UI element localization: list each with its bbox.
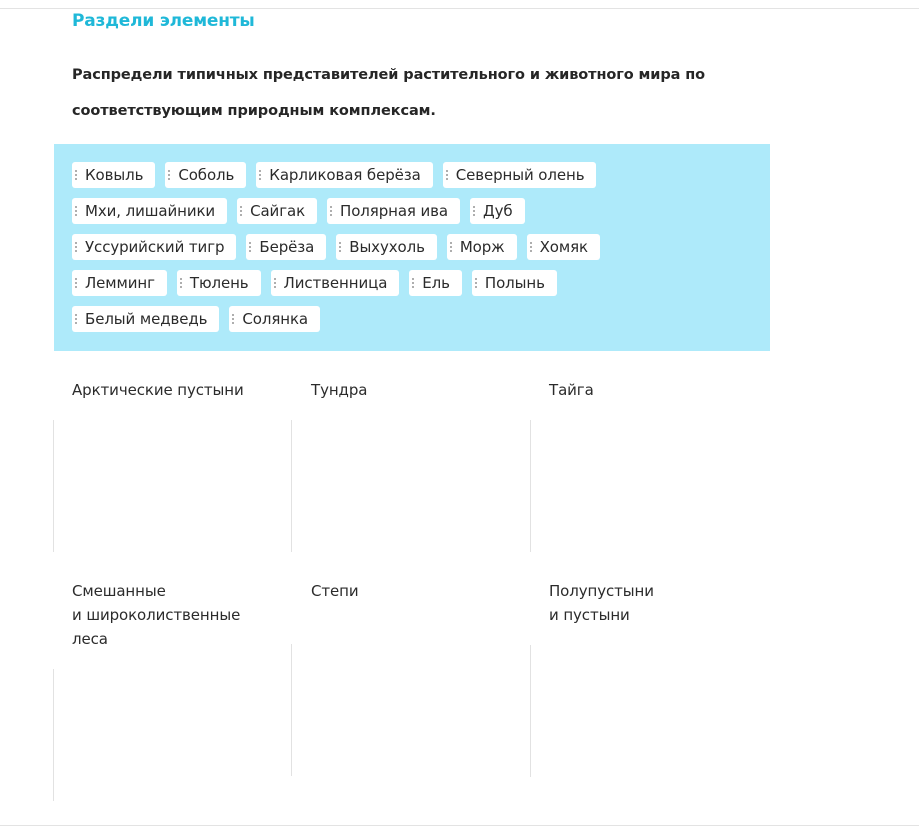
- drag-handle-icon: [450, 241, 452, 253]
- draggable-chip[interactable]: [470, 198, 525, 224]
- draggable-chip[interactable]: [72, 270, 167, 296]
- chip-label: Берёза: [259, 238, 315, 256]
- draggable-chip[interactable]: [237, 198, 317, 224]
- drag-handle-icon: [530, 241, 532, 253]
- bottom-divider: [0, 825, 919, 826]
- drag-handle-icon: [168, 169, 170, 181]
- task-instruction-line-1: Распредели типичных представителей растительного и животного мира по: [72, 67, 706, 83]
- category-label-steppes: Степи: [311, 582, 359, 600]
- draggable-chip[interactable]: [336, 234, 437, 260]
- task-title: Раздели элементы: [72, 11, 255, 31]
- draggable-chip[interactable]: [271, 270, 400, 296]
- drag-handle-icon: [240, 205, 242, 217]
- bank-row: [72, 306, 770, 332]
- drag-handle-icon: [75, 205, 77, 217]
- drag-handle-icon: [180, 277, 182, 289]
- drop-zone-mixed-forests[interactable]: [53, 669, 278, 801]
- chip-label: Тюлень: [189, 274, 249, 292]
- chip-label: Хомяк: [539, 238, 588, 256]
- chip-label: Карликовая берёза: [269, 166, 421, 184]
- drag-handle-icon: [75, 313, 77, 325]
- drag-handle-icon: [330, 205, 332, 217]
- draggable-chip[interactable]: [472, 270, 557, 296]
- chip-label: Белый медведь: [85, 310, 208, 328]
- drop-zone-arctic[interactable]: [53, 420, 278, 552]
- chip-label: Соболь: [178, 166, 235, 184]
- drop-zone-semi-deserts[interactable]: [530, 645, 755, 777]
- draggable-chip[interactable]: [72, 234, 236, 260]
- drag-handle-icon: [339, 241, 341, 253]
- chip-label: Полярная ива: [340, 202, 448, 220]
- draggable-chip[interactable]: [447, 234, 517, 260]
- category-label-semi-deserts: Полупустыни и пустыни: [549, 582, 654, 624]
- chip-label: Солянка: [242, 310, 308, 328]
- chip-label: Ковыль: [85, 166, 144, 184]
- draggable-chip[interactable]: [165, 162, 246, 188]
- draggable-chip[interactable]: [527, 234, 600, 260]
- draggable-chip[interactable]: [229, 306, 320, 332]
- drag-handle-icon: [75, 241, 77, 253]
- category-label-arctic: Арктические пустыни: [72, 381, 244, 399]
- drag-handle-icon: [475, 277, 477, 289]
- draggable-chip[interactable]: [443, 162, 597, 188]
- draggable-chip[interactable]: [246, 234, 326, 260]
- chip-label: Лиственница: [283, 274, 388, 292]
- chip-label: Лемминг: [85, 274, 155, 292]
- drag-handle-icon: [412, 277, 414, 289]
- drag-handle-icon: [446, 169, 448, 181]
- chip-label: Полынь: [484, 274, 545, 292]
- draggable-chip[interactable]: [256, 162, 432, 188]
- draggable-chip[interactable]: [72, 162, 155, 188]
- chip-label: Северный олень: [455, 166, 585, 184]
- task-instruction-line-2: соответствующим природным комплексам.: [72, 103, 436, 119]
- category-label-tundra: Тундра: [311, 381, 368, 399]
- draggable-chip[interactable]: [72, 306, 219, 332]
- category-label-taiga: Тайга: [549, 381, 594, 399]
- chip-label: Сайгак: [250, 202, 306, 220]
- element-bank: [54, 144, 770, 351]
- bank-row: [72, 270, 770, 296]
- task-instruction: [72, 57, 772, 129]
- draggable-chip[interactable]: [72, 198, 227, 224]
- top-divider: [0, 8, 919, 9]
- draggable-chip[interactable]: [177, 270, 261, 296]
- draggable-chip[interactable]: [327, 198, 460, 224]
- drop-zone-taiga[interactable]: [530, 420, 755, 552]
- drag-handle-icon: [75, 169, 77, 181]
- bank-row: [72, 234, 770, 260]
- drop-zone-steppes[interactable]: [291, 644, 516, 776]
- drag-handle-icon: [249, 241, 251, 253]
- bank-row: [72, 162, 770, 188]
- chip-label: Мхи, лишайники: [85, 202, 216, 220]
- drag-handle-icon: [232, 313, 234, 325]
- chip-label: Дуб: [483, 202, 513, 220]
- drop-zone-tundra[interactable]: [291, 420, 516, 552]
- drag-handle-icon: [274, 277, 276, 289]
- chip-label: Уссурийский тигр: [85, 238, 225, 256]
- drag-handle-icon: [75, 277, 77, 289]
- category-label-mixed-forests: Смешанные и широколиственные леса: [72, 582, 241, 648]
- chip-label: Морж: [459, 238, 505, 256]
- chip-label: Выхухоль: [349, 238, 425, 256]
- draggable-chip[interactable]: [409, 270, 462, 296]
- drag-handle-icon: [259, 169, 261, 181]
- bank-row: [72, 198, 770, 224]
- chip-label: Ель: [422, 274, 450, 292]
- drag-handle-icon: [473, 205, 475, 217]
